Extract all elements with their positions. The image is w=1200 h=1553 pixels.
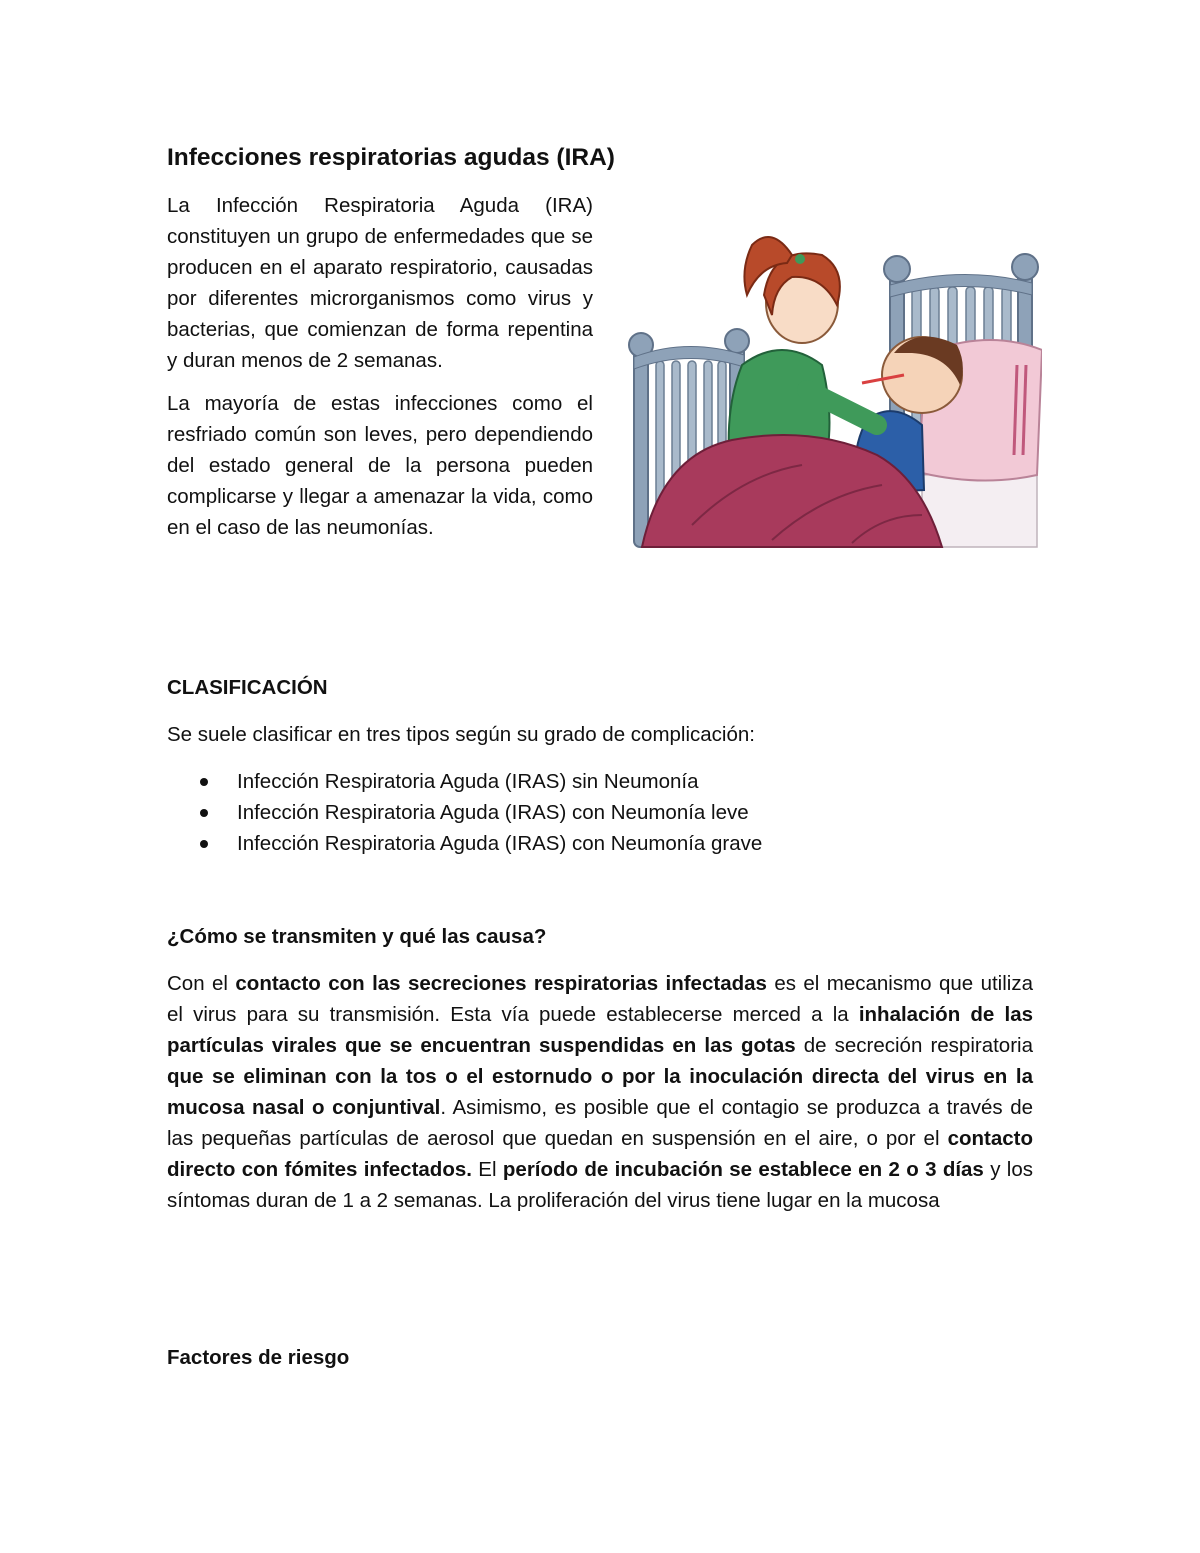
classification-heading: CLASIFICACIÓN	[167, 676, 328, 699]
intro-paragraph-1: La Infección Respiratoria Aguda (IRA) constituyen un grupo de enfermedades que se producen en el aparato respiratorio, causadas por diferentes microrganismos como virus y bacterias, que comienzan de forma repentina y duran menos de 2 semanas.	[167, 194, 593, 372]
text-segment: de secreción respiratoria	[795, 1034, 1033, 1057]
page-title: Infecciones respiratorias agudas (IRA)	[167, 144, 615, 171]
list-item: Infección Respiratoria Aguda (IRAS) con Neumonía leve	[167, 797, 762, 828]
transmission-paragraph	[167, 968, 1033, 1216]
bold-text-segment: período de incubación se establece en 2 o 3 días	[502, 1158, 984, 1181]
intro-paragraph-2: La mayoría de estas infecciones como el resfriado común son leves, pero dependiendo del estado general de la persona pueden complicarse y llegar a amenazar la vida, como en el caso de las neumonías.	[167, 392, 593, 539]
text-segment: . Asimismo, es posible que el contagio se produzca a través de las pequeñas partículas de aerosol que quedan en suspensión en el aire, o por el	[167, 1096, 1033, 1150]
bold-text-segment: inhalación de las partículas virales que se encuentran suspendidas en las gotas	[167, 1003, 1033, 1057]
bold-text-segment: que se eliminan con la tos o el estornudo o por la inoculación directa del virus en la mucosa nasal o conjuntival	[167, 1065, 1033, 1119]
classification-list	[167, 766, 762, 859]
list-item: Infección Respiratoria Aguda (IRAS) con Neumonía grave	[167, 828, 762, 859]
bold-text-segment: contacto con las secreciones respiratorias infectadas	[235, 972, 767, 995]
illustration-svg	[622, 225, 1042, 553]
transmission-heading: ¿Cómo se transmiten y qué las causa?	[167, 925, 547, 948]
text-segment: y los síntomas duran de 1 a 2 semanas. La proliferación del virus tiene lugar en la mucosa	[167, 1158, 1033, 1212]
bold-text-segment: contacto directo con fómites infectados.	[167, 1127, 1033, 1181]
classification-intro: Se suele clasificar en tres tipos según su grado de complicación:	[167, 723, 755, 746]
text-segment: Con el	[167, 972, 236, 995]
mother-caring-sick-child-illustration	[622, 225, 1042, 553]
intro-section	[167, 190, 593, 555]
text-segment: es el mecanismo que utiliza el virus para su transmisión. Esta vía puede establecerse merced a la	[167, 972, 1033, 1026]
text-segment: El	[471, 1158, 503, 1181]
list-item: Infección Respiratoria Aguda (IRAS) sin Neumonía	[167, 766, 762, 797]
risk-factors-heading: Factores de riesgo	[167, 1346, 350, 1369]
